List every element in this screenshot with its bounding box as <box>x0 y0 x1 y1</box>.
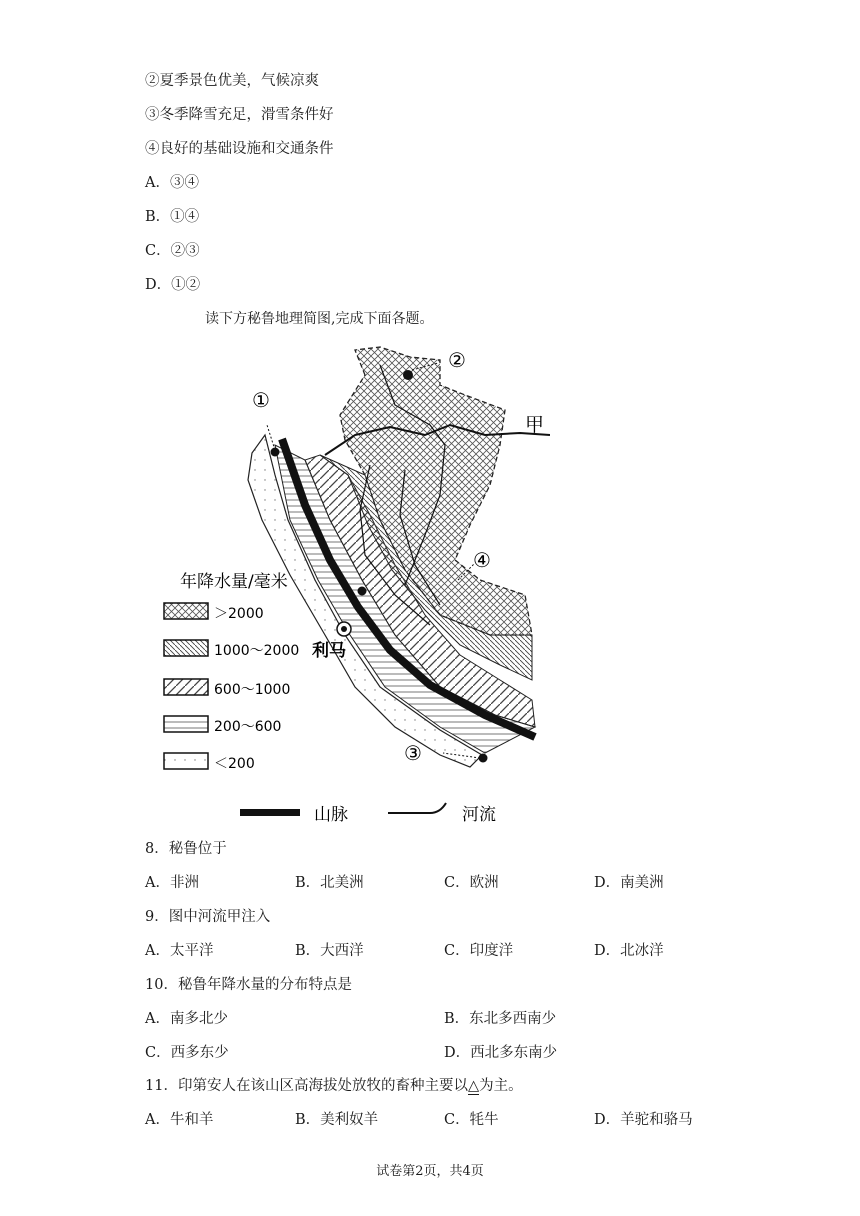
peru-map-figure <box>140 335 550 830</box>
legend-item-1: ＞2000 <box>214 606 264 622</box>
marker-3: ③ <box>404 741 422 765</box>
legend-item-2: 1000～2000 <box>214 643 300 659</box>
label-jia: 甲 <box>525 414 545 436</box>
q9-option-d[interactable]: D．北冰洋 <box>594 943 664 959</box>
q10-option-d[interactable]: D．西北多东南少 <box>444 1045 558 1061</box>
q10-option-b[interactable]: B．东北多西南少 <box>444 1011 557 1027</box>
marker-2: ② <box>448 348 466 372</box>
reading-prompt: 读下方秘鲁地理简图,完成下面各题。 <box>205 311 434 327</box>
q11-option-c[interactable]: C．牦牛 <box>444 1112 499 1128</box>
option-d[interactable]: D．①② <box>145 277 201 293</box>
q9-option-a[interactable]: A．太平洋 <box>145 943 214 959</box>
legend-item-5: ＜200 <box>214 756 255 772</box>
q10-option-a[interactable]: A．南多北少 <box>145 1011 228 1027</box>
legend-title: 年降水量/毫米 <box>180 572 288 592</box>
q8-option-d[interactable]: D．南美洲 <box>594 875 664 891</box>
option-a[interactable]: A．③④ <box>145 175 199 191</box>
q10-option-c[interactable]: C．西多东少 <box>145 1045 229 1061</box>
option-c[interactable]: C．②③ <box>145 243 200 259</box>
q8-stem: 8．秘鲁位于 <box>145 841 227 857</box>
q8-option-b[interactable]: B．北美洲 <box>295 875 364 891</box>
city-dot-central <box>358 587 367 596</box>
q11-stem: 11．印第安人在该山区高海拔处放牧的畜种主要以△为主。 <box>145 1078 523 1094</box>
option-b[interactable]: B．①④ <box>145 209 200 225</box>
legend-mountain-symbol <box>240 809 300 816</box>
q11-blank-mark: △ <box>467 1078 480 1094</box>
legend-item-4: 200～600 <box>214 719 282 735</box>
q11-option-a[interactable]: A．牛和羊 <box>145 1112 214 1128</box>
city-dot-northeast <box>403 370 413 380</box>
q8-option-a[interactable]: A．非洲 <box>145 875 199 891</box>
statement-2: ②夏季景色优美，气候凉爽 <box>145 73 319 89</box>
statement-4: ④良好的基础设施和交通条件 <box>145 141 334 157</box>
label-lima: 利马 <box>312 641 346 661</box>
q10-stem: 10．秘鲁年降水量的分布特点是 <box>145 977 352 993</box>
legend-river-symbol <box>388 803 446 813</box>
q9-option-b[interactable]: B．大西洋 <box>295 943 364 959</box>
legend-item-3: 600～1000 <box>214 682 291 698</box>
q11-option-b[interactable]: B．美利奴羊 <box>295 1112 379 1128</box>
q11-option-d[interactable]: D．羊驼和骆马 <box>594 1112 693 1128</box>
statement-3: ③冬季降雪充足，滑雪条件好 <box>145 107 334 123</box>
q8-option-c[interactable]: C．欧洲 <box>444 875 499 891</box>
marker-1: ① <box>252 388 270 412</box>
page-footer: 试卷第2页，共4页 <box>376 1164 484 1179</box>
legend-river-label: 河流 <box>462 805 496 825</box>
legend-mountain-label: 山脉 <box>314 805 348 825</box>
marker-4: ④ <box>473 548 491 572</box>
q9-stem: 9．图中河流甲注入 <box>145 909 271 925</box>
q9-option-c[interactable]: C．印度洋 <box>444 943 514 959</box>
